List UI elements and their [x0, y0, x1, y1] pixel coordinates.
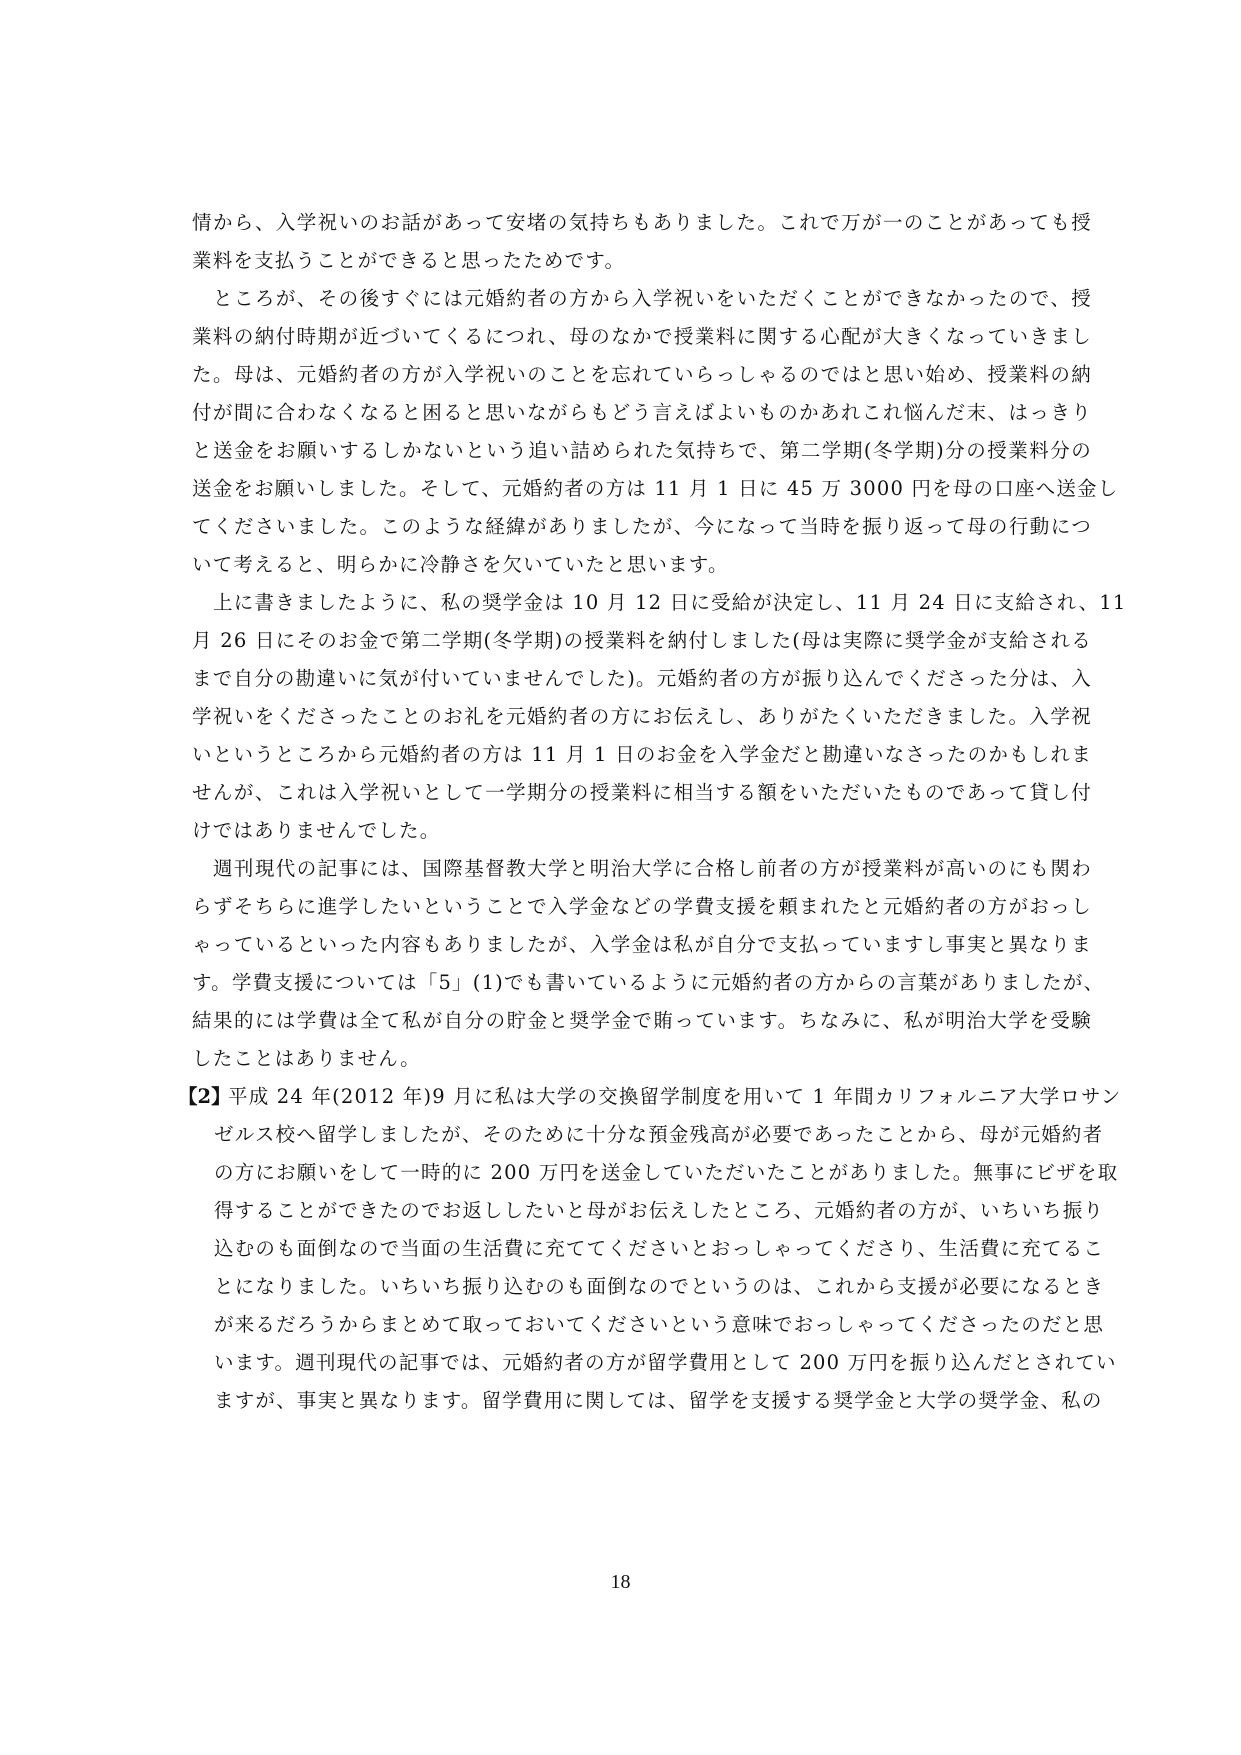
text-line: の方にお願いをして一時的に 200 万円を送金していただいたことがありました。無事にビザを取 [214, 1161, 1119, 1184]
text-line: せんが、これは入学祝いとして一学期分の授業料に相当する額をいただいたものであって貸し付 [192, 781, 1092, 804]
text-line: 平成 24 年(2012 年)9 月に私は大学の交換留学制度を用いて 1 年間カリフォルニア大学ロサン [228, 1085, 1122, 1108]
text-line: まで自分の勘違いに気が付いていませんでした)。元婚約者の方が振り込んでくださった分は、入 [192, 667, 1092, 690]
text-line: す。学費支援については「5」(1)でも書いているように元婚約者の方からの言葉がありましたが、 [192, 971, 1105, 994]
text-line: が来るだろうからまとめて取っておいてくださいという意味でおっしゃってくださったのだと思 [214, 1313, 1105, 1336]
text-line: 結果的には学費は全て私が自分の貯金と奨学金で賄っています。ちなみに、私が明治大学を受験 [192, 1009, 1092, 1032]
text-line: と送金をお願いするしかないという追い詰められた気持ちで、第二学期(冬学期)分の授業料分の [192, 439, 1092, 462]
text-line: 得することができたのでお返ししたいと母がお伝えしたところ、元婚約者の方が、いちいち振り [214, 1199, 1105, 1222]
text-line: いて考えると、明らかに冷静さを欠いていたと思います。 [192, 553, 729, 576]
text-line: したことはありません。 [192, 1047, 421, 1070]
text-line: た。母は、元婚約者の方が入学祝いのことを忘れていらっしゃるのではと思い始め、授業料の納 [192, 363, 1092, 386]
text-line: 情から、入学祝いのお話があって安堵の気持ちもありました。これで万が一のことがあっても授 [192, 211, 1092, 234]
text-line: 込むのも面倒なので当面の生活費に充ててくださいとおっしゃってくださり、生活費に充てるこ [214, 1237, 1105, 1260]
text-line: けではありませんでした。 [192, 819, 441, 842]
text-line: ゃっているといった内容もありましたが、入学金は私が自分で支払っていますし事実と異なりま [192, 933, 1092, 956]
text-line: とになりました。いちいち振り込むのも面倒なのでというのは、これから支援が必要になるとき [214, 1275, 1105, 1298]
text-line: 週刊現代の記事には、国際基督教大学と明治大学に合格し前者の方が授業料が高いのにも関わ [213, 857, 1092, 880]
text-line: 業料の納付時期が近づいてくるにつれ、母のなかで授業料に関する心配が大きくなっていきまし [192, 325, 1092, 348]
text-line: ゼルス校へ留学しましたが、そのために十分な預金残高が必要であったことから、母が元婚約者 [214, 1123, 1104, 1146]
text-line: 学祝いをくださったことのお礼を元婚約者の方にお伝えし、ありがたくいただきました。入学祝 [192, 705, 1092, 728]
page-number: 18 [610, 1571, 631, 1593]
text-line: 送金をお願いしました。そして、元婚約者の方は 11 月 1 日に 45 万 3000 円を母の口座へ送金し [192, 477, 1119, 500]
item-marker: 【2】 [178, 1085, 231, 1108]
text-line: 上に書きましたように、私の奨学金は 10 月 12 日に受給が決定し、11 月 24 日に支給され、11 [213, 591, 1127, 614]
text-line: います。週刊現代の記事では、元婚約者の方が留学費用として 200 万円を振り込んだとされてい [214, 1351, 1117, 1374]
text-line: 月 26 日にそのお金で第二学期(冬学期)の授業料を納付しました(母は実際に奨学金が支給される [192, 629, 1092, 652]
text-line: いというところから元婚約者の方は 11 月 1 日のお金を入学金だと勘違いなさったのかもしれま [192, 743, 1092, 766]
text-line: らずそちらに進学したいということで入学金などの学費支援を頼まれたと元婚約者の方がおっし [192, 895, 1092, 918]
text-line: 業料を支払うことができると思ったためです。 [192, 249, 626, 272]
text-line: てくださいました。このような経緯がありましたが、今になって当時を振り返って母の行動につ [192, 515, 1092, 538]
text-line: 付が間に合わなくなると困ると思いながらもどう言えばよいものかあれこれ悩んだ末、はっきり [192, 401, 1092, 424]
text-line: ますが、事実と異なります。留学費用に関しては、留学を支援する奨学金と大学の奨学金、私の [214, 1389, 1103, 1412]
text-line: ところが、その後すぐには元婚約者の方から入学祝いをいただくことができなかったので、授 [213, 287, 1092, 310]
